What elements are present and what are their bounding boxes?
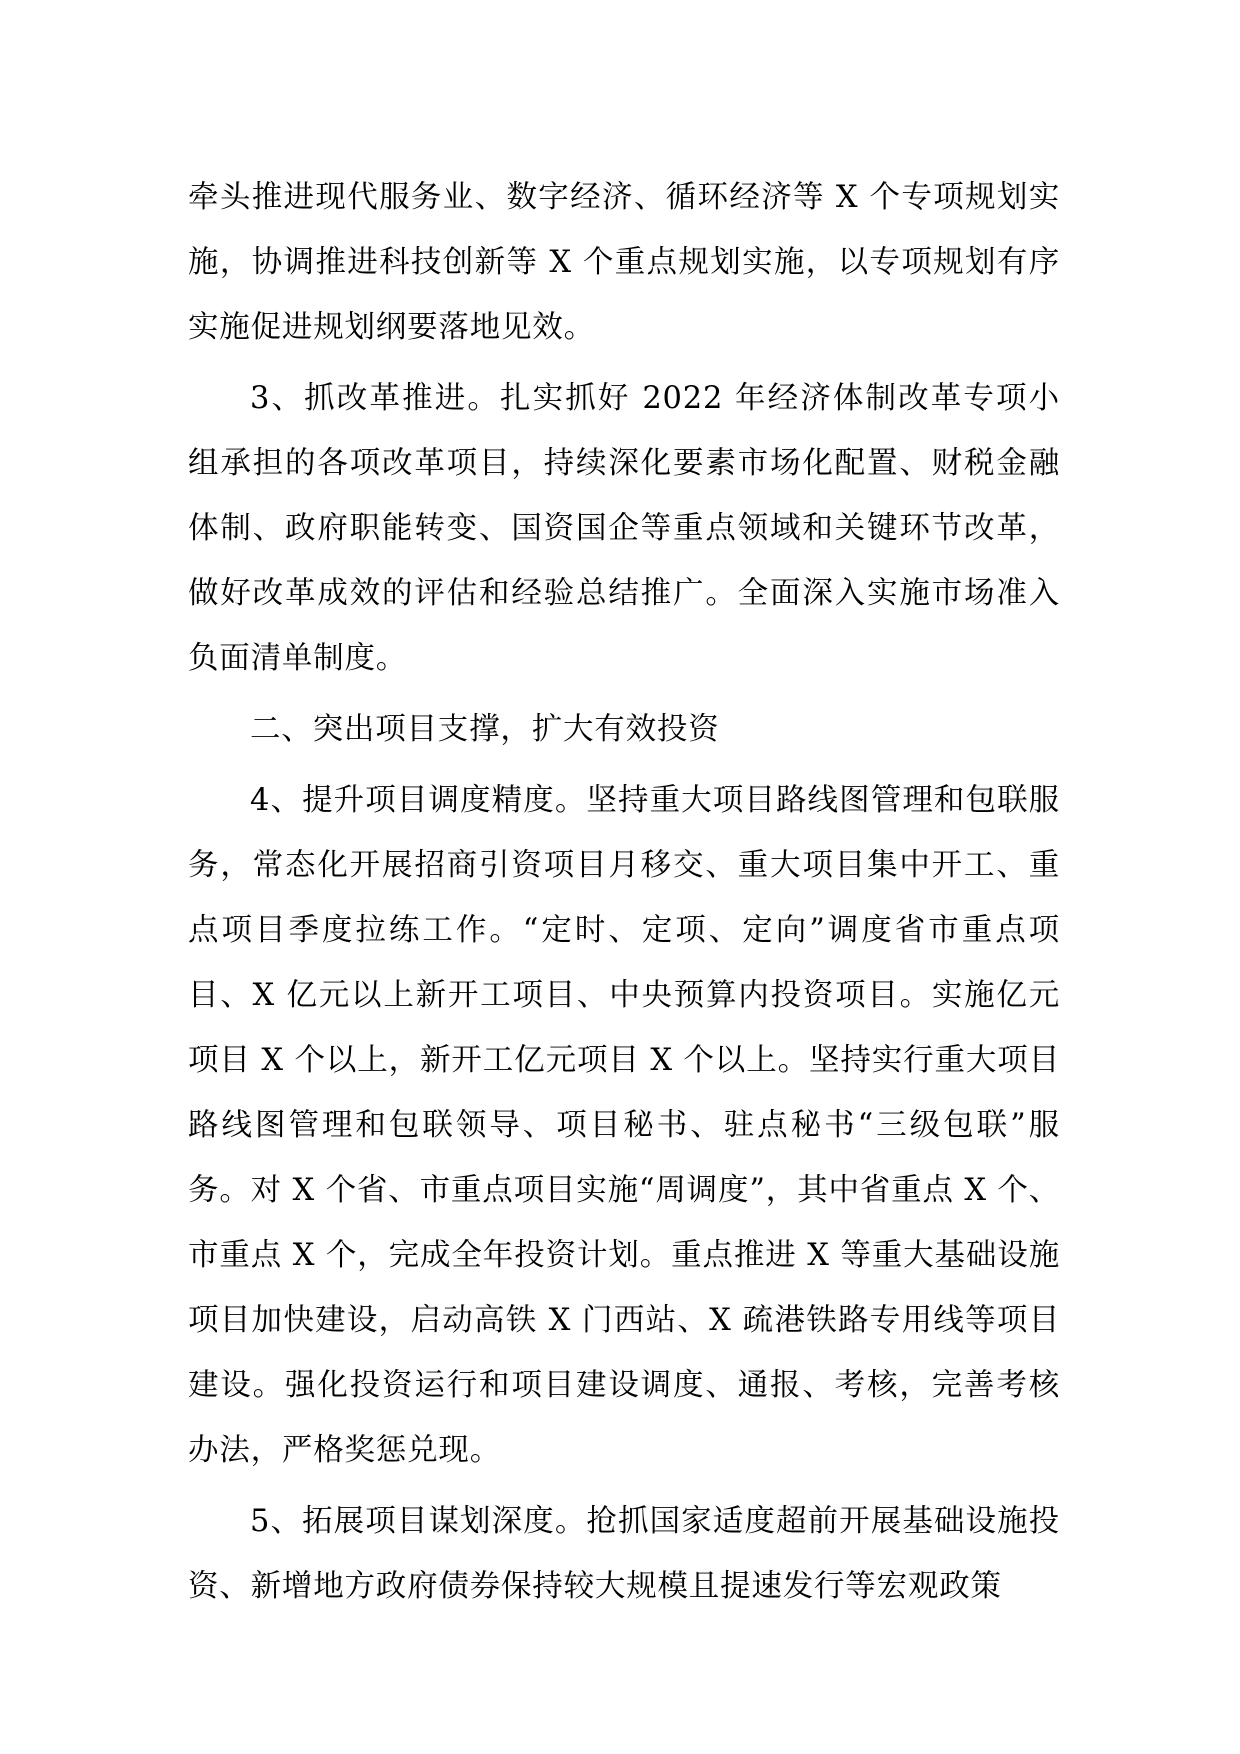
section-heading-2: 二、突出项目支撑，扩大有效投资: [250, 712, 720, 747]
paragraph-item-3: 3、抓改革推进。扎实抓好 2022 年经济体制改革专项小组承担的各项改革项目，持续深化要素市场化配置、财税金融体制、政府职能转变、国资国企等重点领域和关键环节改革，做好改革成效的评估和经验总结推广。全面深入实施市场准入负面清单制度。: [188, 381, 1060, 676]
document-page: [188, 165, 1060, 1625]
paragraph-item-4: 4、提升项目调度精度。坚持重大项目路线图管理和包联服务，常态化开展招商引资项目月移交、重大项目集中开工、重点项目季度拉练工作。“定时、定项、定向”调度省市重点项目、X 亿元以上新开工项目、中央预算内投资项目。实施亿元项目 X 个以上，新开工亿元项目 X 个以上。坚持实行重大项目路线图管理和包联领导、项目秘书、驻点秘书“三级包联”服务。对 X 个省、市重点项目实施“周调度”，其中省重点 X 个、市重点 X 个，完成全年投资计划。重点推进 X 等重大基础设施项目加快建设，启动高铁 X 门西站、X 疏港铁路专用线等项目建设。强化投资运行和项目建设调度、通报、考核，完善考核办法，严格奖惩兑现。: [188, 783, 1060, 1468]
paragraph-item-5: 5、拓展项目谋划深度。抢抓国家适度超前开展基础设施投资、新增地方政府债券保持较大规模且提速发行等宏观政策: [188, 1504, 1060, 1604]
paragraph-continued: 牵头推进现代服务业、数字经济、循环经济等 X 个专项规划实施，协调推进科技创新等 X 个重点规划实施，以专项规划有序实施促进规划纲要落地见效。: [188, 180, 1060, 345]
